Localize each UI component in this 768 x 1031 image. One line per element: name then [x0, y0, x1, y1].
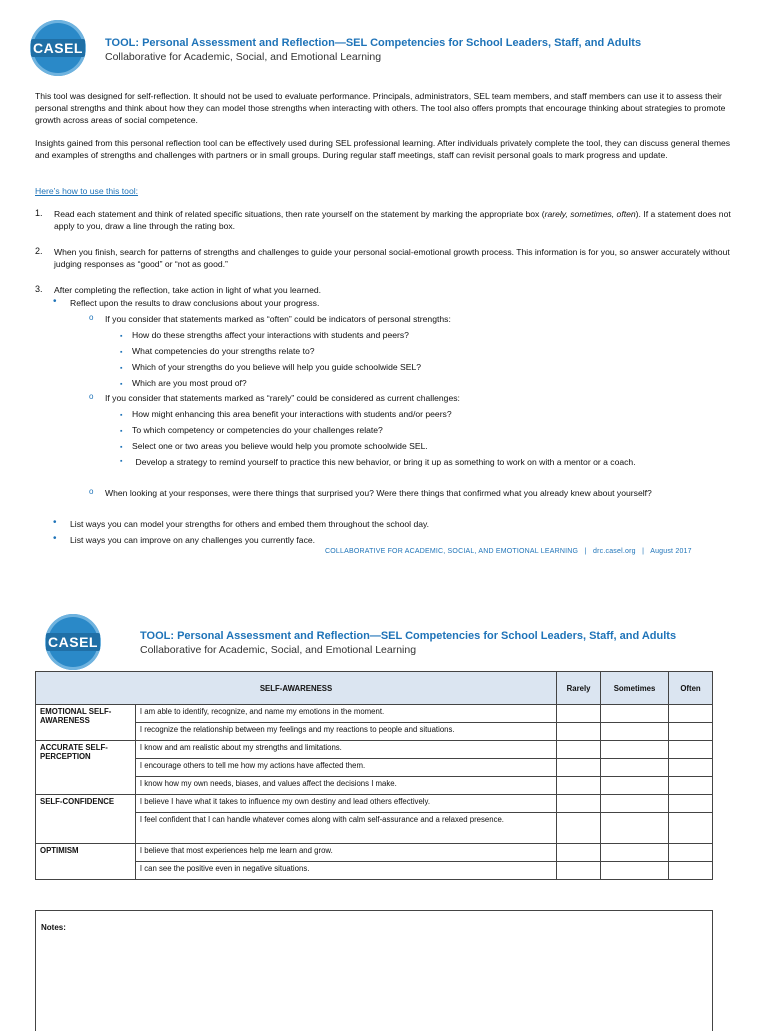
statement: I believe that most experiences help me learn and grow.	[135, 844, 556, 862]
bullet-reflect: Reflect upon the results to draw conclusions about your progress.	[70, 298, 320, 308]
table-row	[36, 705, 713, 723]
bullet-icon: •	[53, 517, 57, 528]
col-sometimes: Sometimes	[601, 672, 669, 705]
notes-box[interactable]	[35, 910, 713, 1031]
rating-box[interactable]	[557, 777, 601, 795]
table-row	[36, 777, 713, 795]
rating-box[interactable]	[557, 705, 601, 723]
step-3: After completing the reflection, take action in light of what you learned.	[54, 285, 322, 295]
page-title: TOOL: Personal Assessment and Reflection—SEL Competencies for School Leaders, Staff, and Adults	[140, 630, 677, 642]
rating-box[interactable]	[669, 741, 713, 759]
often-list	[120, 329, 421, 393]
rating-box[interactable]	[669, 777, 713, 795]
table-header: SELF-AWARENESS	[36, 672, 557, 705]
bullet-icon: •	[53, 533, 57, 544]
sub-often: If you consider that statements marked as “often” could be indicators of personal strengths:	[105, 314, 451, 324]
rating-box[interactable]	[601, 813, 669, 844]
statement: I can see the positive even in negative situations.	[135, 862, 556, 880]
intro-section	[35, 90, 735, 161]
circle-bullet-icon: o	[89, 487, 94, 496]
list-item: ▪ Which of your strengths do you believe will help you guide schoolwide SEL?	[120, 362, 422, 372]
table-row	[36, 759, 713, 777]
self-awareness-table	[35, 671, 713, 880]
step-number: 1.	[35, 208, 43, 218]
rating-box[interactable]	[669, 759, 713, 777]
bullet-icon: •	[53, 296, 57, 307]
rating-box[interactable]	[557, 844, 601, 862]
rating-box[interactable]	[601, 759, 669, 777]
rating-box[interactable]	[601, 862, 669, 880]
rating-box[interactable]	[557, 759, 601, 777]
page-subtitle: Collaborative for Academic, Social, and Emotional Learning	[140, 644, 417, 656]
step-1-text-a: Read each statement and think of related specific situations, then rate yourself on the statement by marking the appropriate box (	[54, 209, 545, 219]
logo-text: CASEL	[33, 40, 83, 56]
notes-label: Notes:	[41, 923, 66, 932]
rating-box[interactable]	[557, 795, 601, 813]
competency-label: SELF-CONFIDENCE	[36, 795, 136, 844]
rating-box[interactable]	[601, 777, 669, 795]
page-subtitle: Collaborative for Academic, Social, and Emotional Learning	[105, 51, 382, 63]
rarely-list	[120, 408, 720, 468]
rating-box[interactable]	[557, 862, 601, 880]
circle-bullet-icon: o	[89, 313, 94, 322]
statement: I know and am realistic about my strengths and limitations.	[135, 741, 556, 759]
list-item: ▪ How do these strengths affect your interactions with students and peers?	[120, 330, 409, 340]
casel-logo	[45, 614, 101, 670]
statement: I know how my own needs, biases, and values affect the decisions I make.	[135, 777, 556, 795]
casel-logo	[30, 20, 86, 76]
step-number: 2.	[35, 246, 43, 256]
table-row	[36, 862, 713, 880]
rating-box[interactable]	[557, 813, 601, 844]
rating-box[interactable]	[669, 723, 713, 741]
step-1-text-b: ). If a statement does not apply to you, draw a line through the rating box.	[54, 209, 731, 232]
competency-label: ACCURATE SELF-PERCEPTION	[36, 741, 136, 795]
table-row	[36, 723, 713, 741]
list-item: ▪ Select one or two areas you believe would help you promote schoolwide SEL.	[120, 441, 428, 451]
table-header-row	[36, 672, 713, 705]
rating-box[interactable]	[601, 741, 669, 759]
table-row	[36, 844, 713, 862]
statement: I am able to identify, recognize, and name my emotions in the moment.	[135, 705, 556, 723]
step-2: When you finish, search for patterns of strengths and challenges to guide your personal social-emotional growth process. This information is for you, so answer accurately without judging responses as “good” or “not as good.”	[54, 247, 730, 270]
rating-box[interactable]	[601, 795, 669, 813]
list-item: ▪ What competencies do your strengths relate to?	[120, 346, 315, 356]
rating-box[interactable]	[669, 705, 713, 723]
intro-paragraph-1: This tool was designed for self-reflection. It should not be used to evaluate performance. Principals, administrators, SEL team members, and staff members can use it to assess their personal strengths and think about how they can model those strengths when interacting with others. The tool also offers prompts that encourage thinking about strategies to promote growth across areas of social competence.	[35, 91, 726, 126]
circle-bullet-icon: o	[89, 392, 94, 401]
statement: I believe I have what it takes to influence my own destiny and lead others effectively.	[135, 795, 556, 813]
col-rarely: Rarely	[557, 672, 601, 705]
step-1-emphasis: rarely, sometimes, often	[544, 209, 636, 219]
statement: I encourage others to tell me how my actions have affected them.	[135, 759, 556, 777]
rating-box[interactable]	[669, 795, 713, 813]
page-footer: COLLABORATIVE FOR ACADEMIC, SOCIAL, AND EMOTIONAL LEARNING | drc.casel.org | August 2017	[325, 548, 692, 555]
rating-box[interactable]	[601, 705, 669, 723]
page-title: TOOL: Personal Assessment and Reflection—SEL Competencies for School Leaders, Staff, and Adults	[105, 37, 642, 49]
sub-surprised: When looking at your responses, were there things that surprised you? Were there things that confirmed what you already knew about yourself?	[105, 488, 652, 498]
list-item: ▪ Develop a strategy to remind yourself to practice this new behavior, or bring it up as something to work on with a mentor or a coach.	[120, 457, 636, 467]
bullet-model: List ways you can model your strengths for others and embed them throughout the school day.	[70, 519, 430, 529]
step-1	[54, 208, 734, 232]
howto-link[interactable]: Here’s how to use this tool:	[35, 186, 139, 196]
table-row	[36, 813, 713, 844]
table-row	[36, 795, 713, 813]
sub-rarely: If you consider that statements marked as “rarely” could be considered as current challenges:	[105, 393, 460, 403]
rating-box[interactable]	[669, 813, 713, 844]
rating-box[interactable]	[557, 741, 601, 759]
rating-box[interactable]	[669, 844, 713, 862]
rating-box[interactable]	[557, 723, 601, 741]
rating-box[interactable]	[601, 844, 669, 862]
list-item: ▪ Which are you most proud of?	[120, 378, 247, 388]
bullet-improve: List ways you can improve on any challenges you currently face.	[70, 535, 316, 545]
col-often: Often	[669, 672, 713, 705]
list-item: ▪ To which competency or competencies do your challenges relate?	[120, 425, 383, 435]
statement: I feel confident that I can handle whatever comes along with calm self-assurance and a relaxed presence.	[135, 813, 556, 844]
competency-label: EMOTIONAL SELF-AWARENESS	[36, 705, 136, 741]
rating-box[interactable]	[669, 862, 713, 880]
statement: I recognize the relationship between my feelings and my reactions to people and situations.	[135, 723, 556, 741]
logo-text: CASEL	[48, 634, 98, 650]
rating-box[interactable]	[601, 723, 669, 741]
step-number: 3.	[35, 284, 43, 294]
list-item: ▪ How might enhancing this area benefit your interactions with students and/or peers?	[120, 409, 452, 419]
competency-label: OPTIMISM	[36, 844, 136, 880]
table-row	[36, 741, 713, 759]
intro-paragraph-2: Insights gained from this personal reflection tool can be effectively used during SEL professional learning. After individuals privately complete the tool, they can discuss general themes and examples of strengths and challenges with partners or in small groups. During regular staff meetings, staff can revisit personal goals to mark progress and update.	[35, 137, 731, 160]
